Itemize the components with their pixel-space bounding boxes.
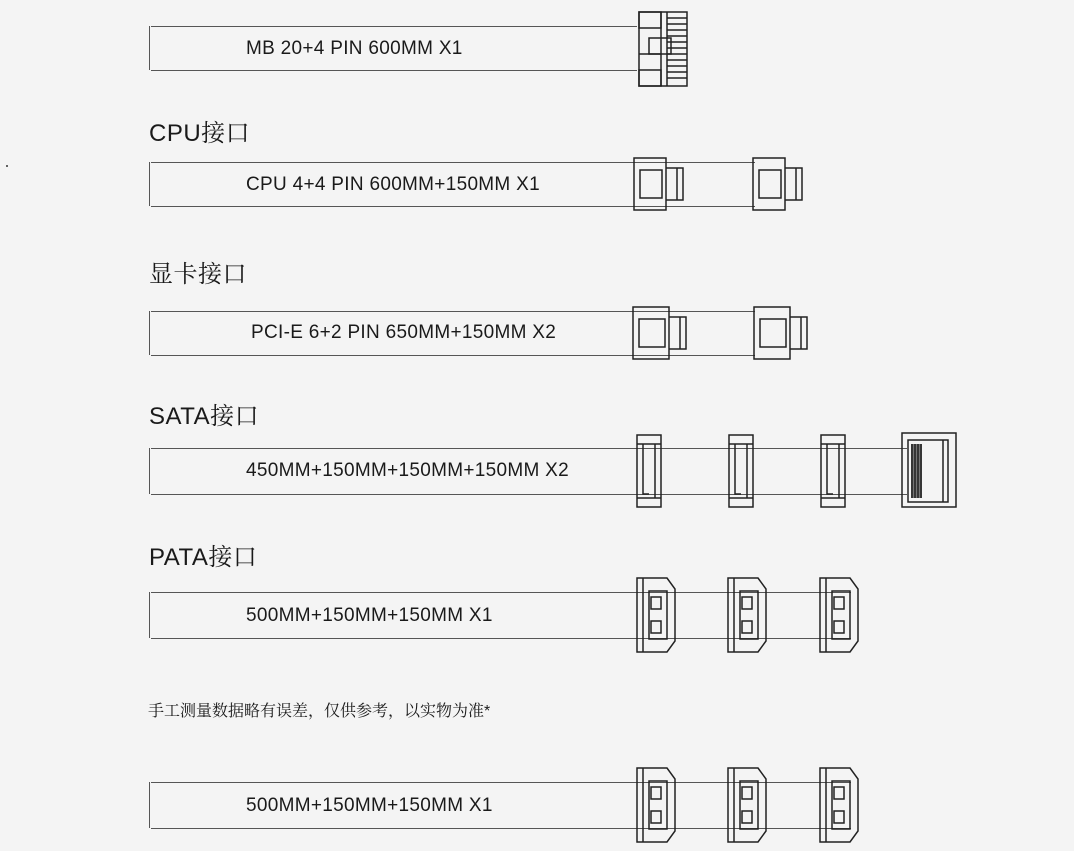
cable-bottom-line [151, 70, 637, 71]
sata-power-connector-icon [726, 432, 758, 510]
measurement-note: 手工测量数据略有误差，仅供参考，以实物为准* [148, 703, 491, 720]
cpu-heading: CPU接口 [149, 120, 251, 147]
cable-top-line [151, 26, 637, 27]
pcie-connector-icon [630, 304, 692, 362]
molex-connector-icon [724, 575, 772, 655]
sata-power-connector-icon [634, 432, 666, 510]
mb-24pin-connector-icon [637, 10, 691, 90]
pata-extra-cable-label: 500MM+150MM+150MM X1 [246, 795, 493, 816]
cpu-cable-label: CPU 4+4 PIN 600MM+150MM X1 [246, 174, 540, 195]
molex-connector-icon [724, 765, 772, 845]
cable-left-edge [149, 26, 150, 70]
cable-left-edge [149, 782, 150, 828]
sata-cable-label: 450MM+150MM+150MM+150MM X2 [246, 460, 570, 481]
cable-left-edge [149, 162, 150, 206]
cpu-4pin-connector-icon [750, 155, 810, 213]
molex-connector-icon [633, 765, 681, 845]
cable-left-edge [149, 592, 150, 638]
mb-cable-label: MB 20+4 PIN 600MM X1 [246, 38, 463, 59]
pcie-connector-icon [751, 304, 813, 362]
gpu-cable-label: PCI-E 6+2 PIN 650MM+150MM X2 [251, 322, 557, 343]
stray-dot [6, 165, 8, 167]
cable-left-edge [149, 311, 150, 355]
gpu-heading: 显卡接口 [149, 261, 247, 288]
molex-connector-icon [816, 575, 864, 655]
cable-top-line [151, 448, 907, 449]
pata-heading: PATA接口 [149, 544, 258, 571]
molex-connector-icon [816, 765, 864, 845]
sata-power-connector-icon [818, 432, 850, 510]
pata-cable-label: 500MM+150MM+150MM X1 [246, 605, 493, 626]
sata-heading: SATA接口 [149, 403, 260, 430]
cable-left-edge [149, 448, 150, 494]
cpu-4pin-connector-icon [631, 155, 691, 213]
molex-connector-icon [633, 575, 681, 655]
cable-bottom-line [151, 494, 907, 495]
sata-end-connector-icon [898, 430, 960, 510]
